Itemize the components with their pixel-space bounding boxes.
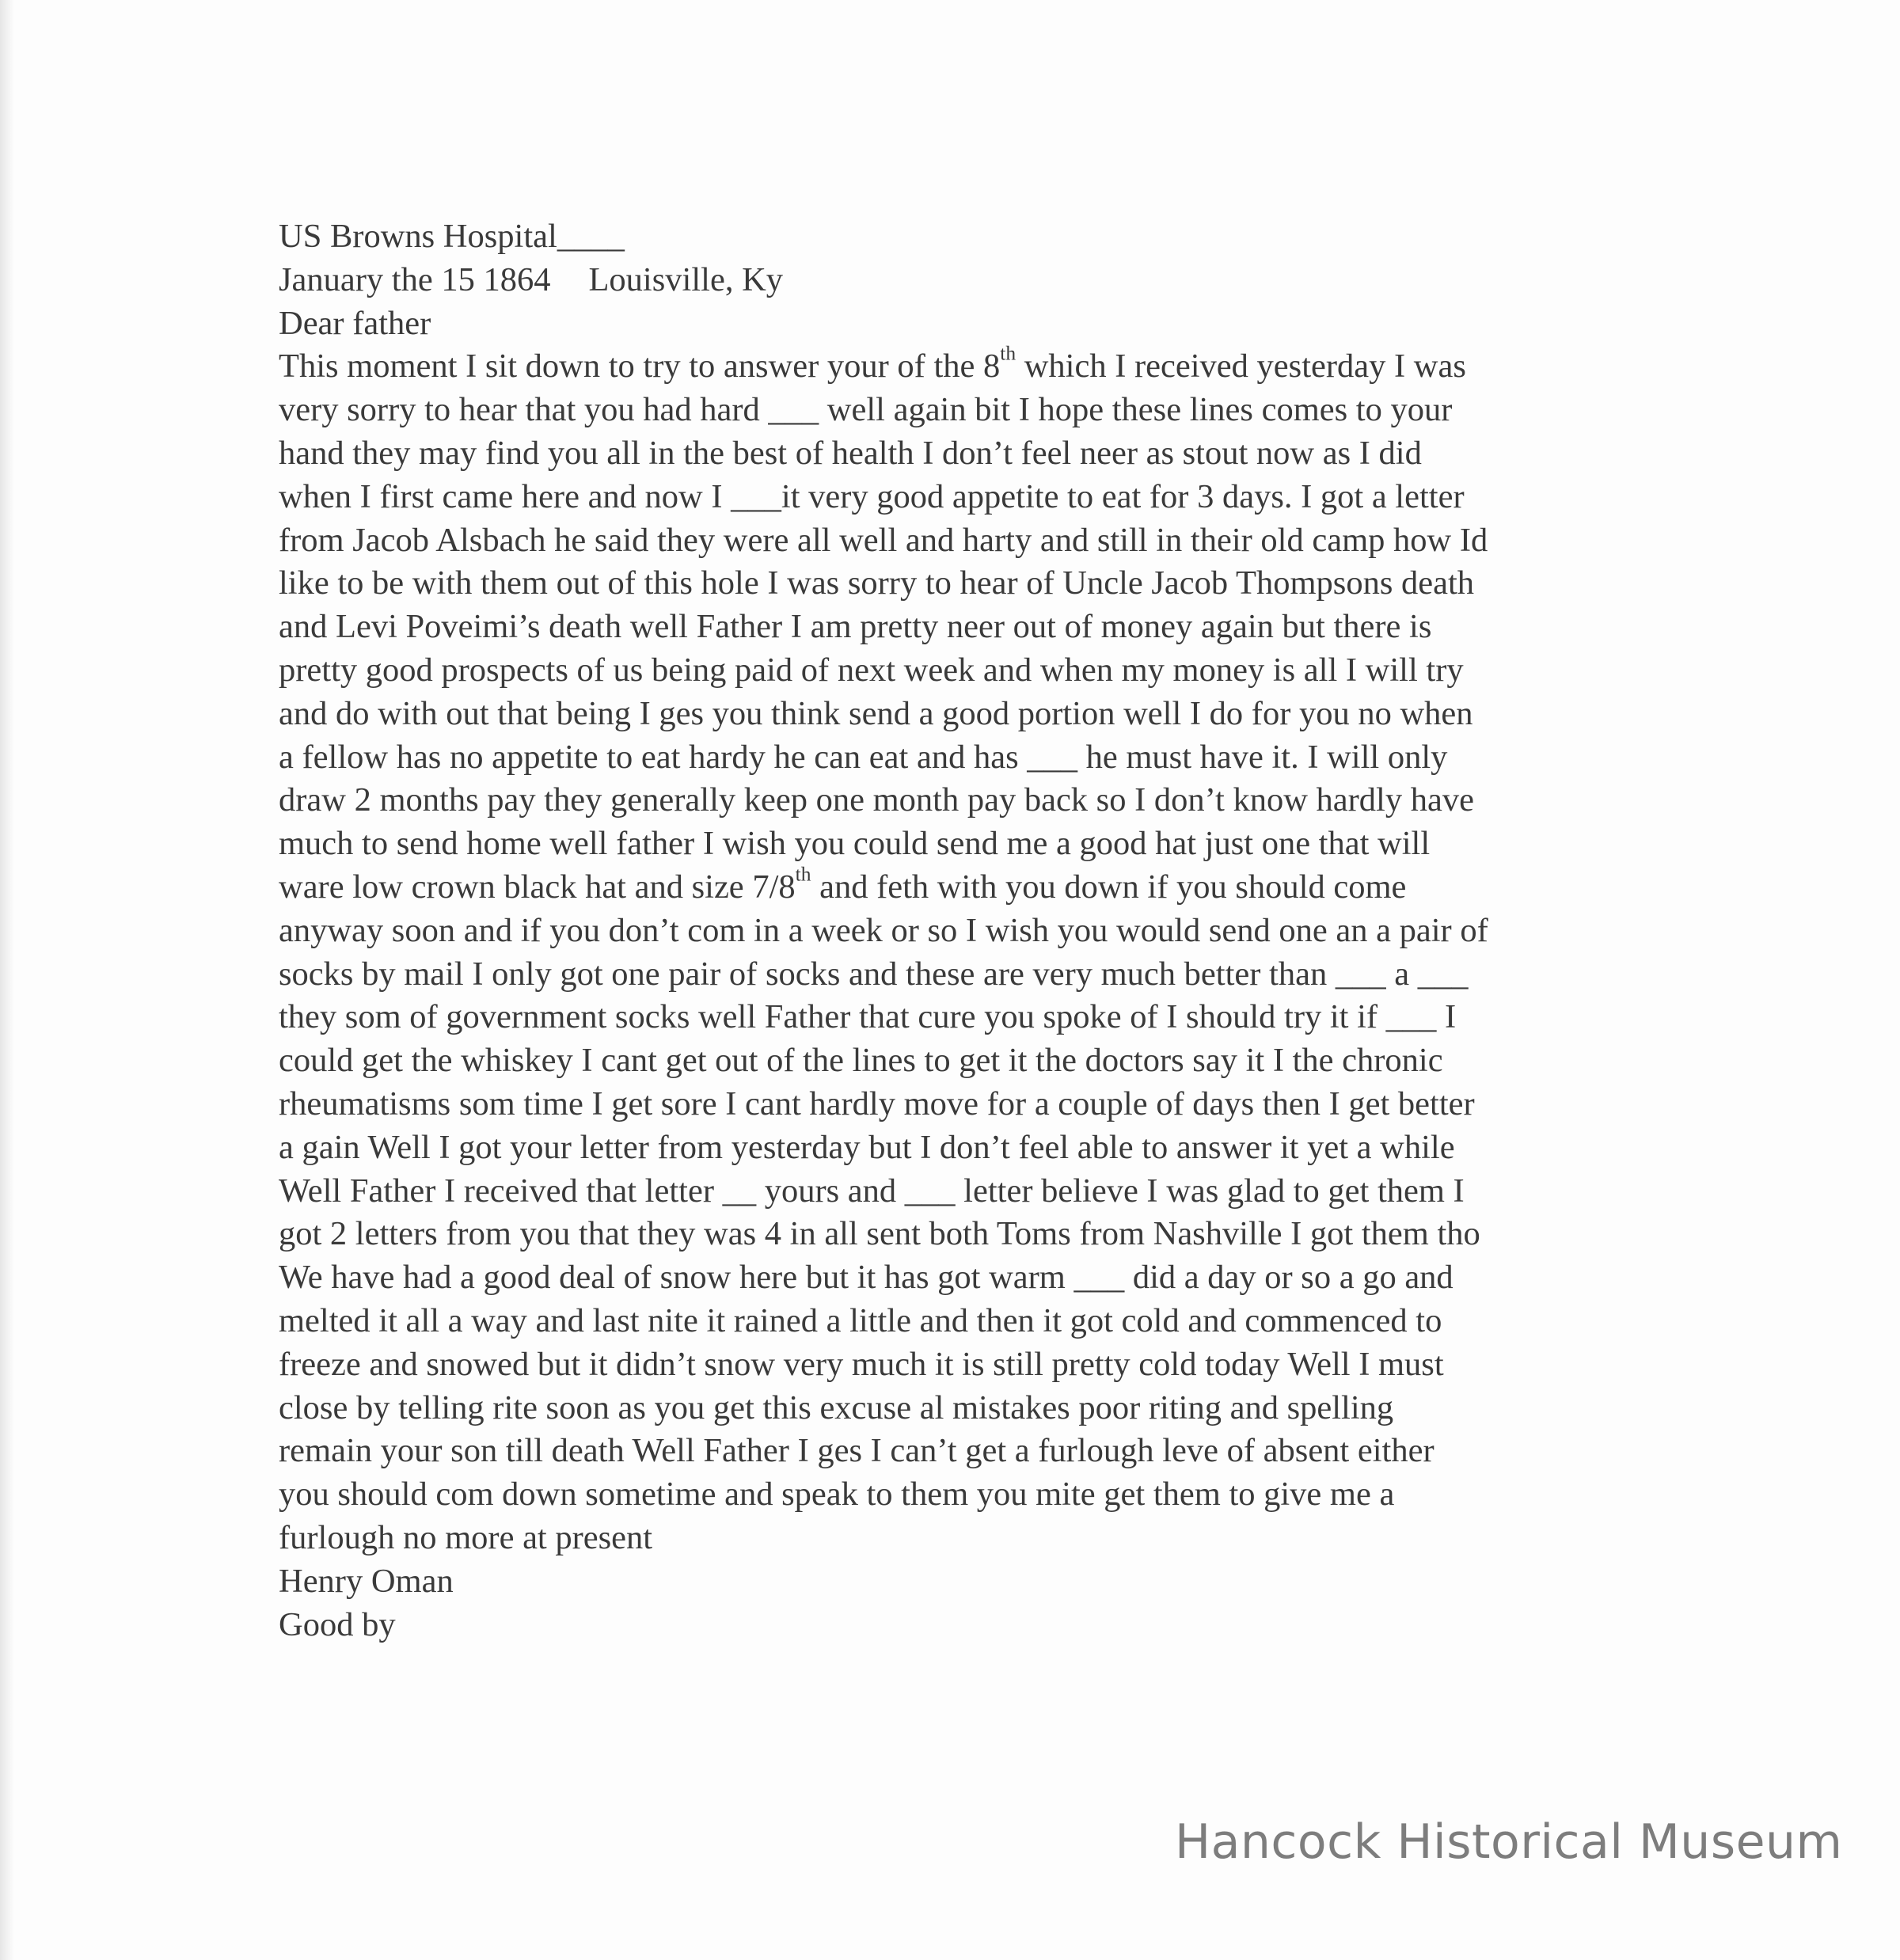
letter-line: anyway soon and if you don’t com in a week or so I wish you would send one an a pair of [279, 911, 1488, 949]
letter-line: they som of government socks well Father that cure you spoke of I should try it if ___ I [279, 998, 1457, 1036]
letter-transcription [279, 215, 1751, 1647]
letter-line: furlough no more at present [279, 1518, 653, 1556]
letter-signature: Henry Oman [279, 1562, 454, 1600]
letter-line: close by telling rite soon as you get this excuse al mistakes poor riting and spelling [279, 1388, 1394, 1426]
letter-line: you should com down sometime and speak to them you mite get them to give me a [279, 1476, 1395, 1514]
letter-line: very sorry to hear that you had hard ___ well again bit I hope these lines comes to your [279, 391, 1453, 429]
letter-line: Well Father I received that letter __ yours and ___ letter believe I was glad to get them I [279, 1172, 1465, 1210]
letter-place: Louisville, Ky [588, 260, 784, 298]
letter-line: ware low crown black hat and size 7/8th and feth with you down if you should come [279, 862, 1407, 906]
letter-heading: US Browns Hospital____ [279, 218, 625, 255]
letter-line: got 2 letters from you that they was 4 in all sent both Toms from Nashville I got them tho [279, 1215, 1480, 1253]
letter-line: and do with out that being I ges you think send a good portion well I do for you no when [279, 694, 1473, 732]
letter-line: a gain Well I got your letter from yesterday but I don’t feel able to answer it yet a while [279, 1128, 1455, 1166]
letter-line: a fellow has no appetite to eat hardy he can eat and has ___ he must have it. I will only [279, 738, 1448, 776]
letter-line: much to send home well father I wish you could send me a good hat just one that will [279, 825, 1431, 863]
letter-date: January the 15 1864 [279, 260, 551, 298]
letter-line: when I first came here and now I ___it very good appetite to eat for 3 days. I got a letter [279, 477, 1465, 515]
letter-dateline [279, 259, 1751, 302]
superscript: th [795, 862, 811, 886]
letter-line: pretty good prospects of us being paid of next week and when my money is all I will try [279, 651, 1464, 689]
letter-line: from Jacob Alsbach he said they were all well and harty and still in their old camp how Id [279, 521, 1488, 559]
letter-salutation: Dear father [279, 304, 431, 342]
letter-line: We have had a good deal of snow here but it has got warm ___ did a day or so a go and [279, 1259, 1454, 1297]
letter-line: rheumatisms som time I get sore I cant hardly move for a couple of days then I get better [279, 1084, 1475, 1122]
letter-line: melted it all a way and last nite it rained a little and then it got cold and commenced to [279, 1301, 1442, 1339]
letter-line: socks by mail I only got one pair of socks and these are very much better than ___ a ___ [279, 955, 1469, 993]
letter-closing: Good by [279, 1605, 396, 1643]
scan-edge-shadow [0, 0, 14, 1960]
museum-watermark: Hancock Historical Museum [1175, 1814, 1843, 1870]
letter-line: like to be with them out of this hole I was sorry to hear of Uncle Jacob Thompsons death [279, 564, 1475, 602]
superscript: th [1000, 341, 1016, 365]
letter-line: freeze and snowed but it didn’t snow very much it is still pretty cold today Well I must [279, 1345, 1444, 1383]
letter-line: could get the whiskey I cant get out of the lines to get it the doctors say it I the chronic [279, 1042, 1443, 1080]
letter-line: and Levi Poveimi’s death well Father I am pretty neer out of money again but there is [279, 608, 1432, 646]
letter-line: remain your son till death Well Father I ges I can’t get a furlough leve of absent either [279, 1432, 1434, 1470]
letter-line: This moment I sit down to try to answer your of the 8th which I received yesterday I was [279, 341, 1466, 386]
letter-line: hand they may find you all in the best of health I don’t feel neer as stout now as I did [279, 434, 1422, 472]
letter-line: draw 2 months pay they generally keep one month pay back so I don’t know hardly have [279, 781, 1474, 819]
